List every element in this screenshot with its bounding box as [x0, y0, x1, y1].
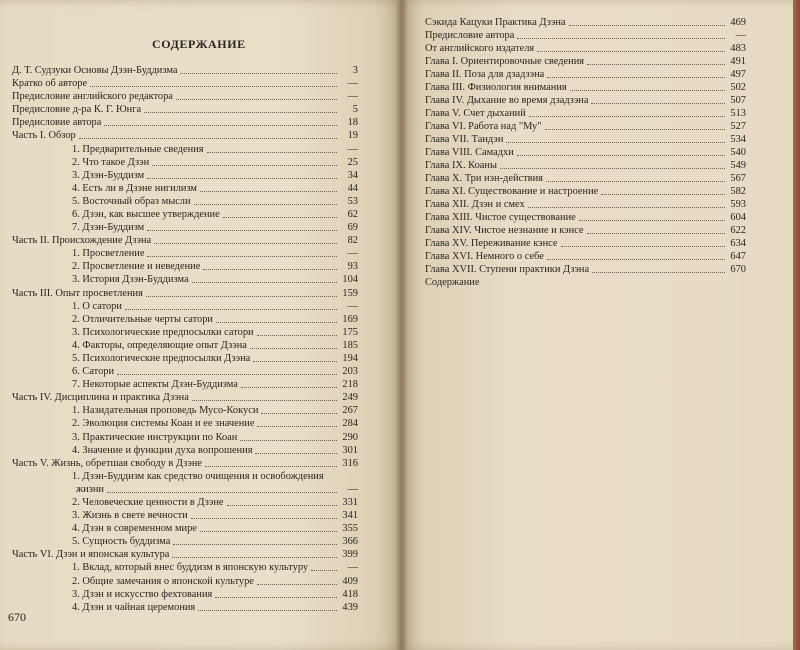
toc-entry	[12, 548, 358, 561]
toc-entry-title: Глава XI. Существование и настроение	[425, 186, 599, 197]
toc-leader-dots	[591, 103, 725, 104]
toc-entry-page: 175	[342, 326, 358, 338]
toc-entry	[425, 211, 746, 224]
toc-entry-page: 316	[342, 457, 358, 469]
toc-entry	[425, 107, 746, 120]
toc-leader-dots	[146, 296, 337, 297]
toc-leader-dots	[500, 168, 725, 169]
toc-leader-dots	[506, 142, 725, 143]
toc-leader-dots	[191, 518, 337, 519]
toc-entry	[12, 287, 358, 300]
toc-leader-dots	[601, 194, 725, 195]
toc-entry	[72, 156, 358, 169]
toc-entry-page: 670	[730, 264, 746, 275]
toc-entry-page: 301	[342, 444, 358, 456]
toc-entry-page: 169	[342, 313, 358, 325]
toc-entry-page: 249	[342, 392, 358, 404]
toc-leader-dots	[154, 243, 337, 244]
toc-entry-title: 1. О сатори	[72, 300, 122, 312]
toc-entry-title: Глава X. Три нэн-действия	[425, 173, 543, 184]
toc-entry	[72, 404, 358, 417]
toc-entry-page: 513	[730, 108, 746, 119]
toc-entry	[12, 103, 358, 116]
toc-entry-title: 1. Предварительные сведения	[72, 143, 204, 155]
toc-entry-title: 5. Сущность буддизма	[72, 536, 171, 548]
toc-entry	[425, 276, 746, 289]
toc-entry-page: 593	[730, 199, 746, 210]
toc-entry-title: Глава V. Счет дыханий	[425, 108, 526, 119]
toc-entry	[72, 326, 358, 339]
toc-entry	[12, 90, 358, 103]
toc-leader-dots	[587, 64, 725, 65]
toc-entry-page: 582	[730, 186, 746, 197]
toc-leader-dots	[216, 322, 337, 323]
toc-entry-title: Глава XII. Дзэн и смех	[425, 199, 525, 210]
toc-entry	[425, 224, 746, 237]
toc-leader-dots	[561, 246, 725, 247]
toc-entry	[72, 431, 358, 444]
toc-entry-page: 267	[342, 405, 358, 417]
toc-leader-dots	[144, 112, 337, 113]
toc-entry-title: 2. Эволюция системы Коан и ее значение	[72, 418, 255, 430]
toc-leader-dots	[152, 165, 337, 166]
toc-entry-title: Д. Т. Судзуки Основы Дзэн-Буддизма	[12, 65, 178, 76]
toc-leader-dots	[172, 557, 337, 558]
toc-entry-title: 4. Дзэн и чайная церемония	[72, 601, 196, 613]
toc-entry-page: 284	[342, 418, 358, 430]
toc-entry	[425, 16, 746, 29]
toc-leader-dots	[257, 426, 337, 427]
toc-entry-page: —	[347, 91, 358, 103]
toc-entry-page: 203	[342, 366, 358, 378]
toc-entry	[425, 237, 746, 250]
toc-entry-page: 366	[342, 536, 358, 548]
toc-entry-title: 1. Назидательная проповедь Мусо-Кокуси	[72, 405, 259, 417]
toc-leader-dots	[546, 181, 725, 182]
toc-entry	[425, 263, 746, 276]
toc-entry	[425, 146, 746, 159]
toc-leader-dots	[104, 125, 337, 126]
toc-entry-title: Предисловие автора	[12, 117, 102, 129]
toc-entry	[72, 143, 358, 156]
toc-leader-dots	[250, 348, 337, 349]
toc-entry-page: 604	[730, 212, 746, 223]
toc-entry-title: Глава XV. Переживание кэнсе	[425, 238, 558, 249]
toc-entry-page: 534	[730, 134, 746, 145]
toc-leader-dots	[223, 217, 337, 218]
toc-entry	[72, 182, 358, 195]
toc-entry-title: 7. Дзэн-Буддизм	[72, 222, 145, 234]
toc-entry-title: Предисловие д-ра К. Г. Юнга	[12, 104, 142, 116]
toc-leader-dots	[579, 220, 725, 221]
toc-entry	[12, 391, 358, 404]
toc-entry	[12, 116, 358, 129]
toc-entry	[72, 588, 358, 601]
toc-entry-page: 527	[730, 121, 746, 132]
toc-entry-page: 93	[347, 261, 358, 273]
toc-entry-page: 497	[730, 69, 746, 80]
toc-leader-dots	[570, 90, 725, 91]
toc-entry	[72, 208, 358, 221]
toc-leader-dots	[79, 138, 337, 139]
toc-entry	[425, 81, 746, 94]
toc-entry-page: 502	[730, 82, 746, 93]
toc-entry-page: 483	[730, 43, 746, 54]
toc-leader-dots	[192, 282, 337, 283]
toc-leader-dots	[587, 233, 725, 234]
toc-entry-page: 341	[342, 510, 358, 522]
toc-entry	[425, 185, 746, 198]
toc-leader-dots	[203, 269, 337, 270]
toc-entry-page: 18	[347, 117, 358, 129]
toc-entry-title: 3. Дзэн и искусство фехтования	[72, 588, 213, 600]
toc-entry	[72, 535, 358, 548]
toc-entry-page: —	[347, 78, 358, 90]
toc-entry-title: Глава VII. Тандэн	[425, 134, 504, 145]
toc-entry-title: 2. Отличительные черты сатори	[72, 313, 213, 325]
toc-entry	[72, 300, 358, 313]
toc-entry-page: 549	[730, 160, 746, 171]
toc-entry	[72, 169, 358, 182]
toc-entry-page: 409	[342, 575, 358, 587]
toc-leader-dots	[241, 387, 337, 388]
toc-entry-page: 439	[342, 601, 358, 613]
toc-entry-title: Глава II. Поза для дзадзэна	[425, 69, 545, 80]
toc-entry-page: 159	[342, 287, 358, 299]
toc-entry-page: 82	[347, 235, 358, 247]
toc-entry-title: Предисловие английского редактора	[12, 91, 173, 103]
toc-entry-title: Глава XVI. Немного о себе	[425, 251, 544, 262]
toc-entry	[72, 352, 358, 365]
toc-entry-title: 3. Психологические предпосылки сатори	[72, 326, 254, 338]
toc-leader-dots	[311, 570, 337, 571]
toc-entry	[425, 133, 746, 146]
toc-leader-dots	[147, 230, 337, 231]
toc-entry	[425, 68, 746, 81]
toc-entry-page: —	[347, 143, 358, 155]
toc-entry-title: 2. Что такое Дзэн	[72, 156, 150, 168]
toc-entry-title: 5. Восточный образ мысли	[72, 195, 191, 207]
toc-entry-title: 3. Практические инструкции по Коан	[72, 431, 238, 443]
toc-entry-title: Глава XIII. Чистое существование	[425, 212, 576, 223]
toc-entry-title: Глава XVII. Ступени практики Дзэна	[425, 264, 590, 275]
toc-entry	[425, 172, 746, 185]
toc-entry	[72, 339, 358, 352]
book-edge	[793, 0, 800, 650]
toc-entry	[72, 561, 358, 574]
toc-entry-page: 469	[730, 17, 746, 28]
toc-entry-page: 194	[342, 352, 358, 364]
toc-entry	[12, 64, 358, 77]
page-title: СОДЕРЖАНИЕ	[152, 37, 246, 51]
toc-entry	[12, 129, 358, 142]
toc-entry-title: Глава IX. Коаны	[425, 160, 497, 171]
toc-entry-title: Глава I. Ориентировочные сведения	[425, 56, 585, 67]
toc-leader-dots	[240, 440, 337, 441]
toc-entry	[72, 575, 358, 588]
toc-entry-page: 567	[730, 173, 746, 184]
toc-entry-title: 3. История Дзэн-Буддизма	[72, 274, 189, 286]
book-gutter	[396, 0, 408, 650]
toc-entry	[76, 483, 358, 496]
toc-leader-dots	[200, 191, 337, 192]
toc-entry	[72, 522, 358, 535]
toc-entry-title: 4. Значение и функции духа вопрошения	[72, 444, 253, 456]
toc-entry-title: Содержание	[425, 277, 480, 288]
toc-entry-page: 5	[352, 104, 358, 116]
toc-entry-page: 62	[347, 208, 358, 220]
toc-entry-page: 331	[342, 496, 358, 508]
toc-entry	[425, 42, 746, 55]
toc-entry-page: —	[347, 300, 358, 312]
toc-entry-title: 2. Просветление и неведение	[72, 261, 201, 273]
toc-leader-dots	[207, 152, 337, 153]
right-page	[402, 0, 800, 650]
toc-entry-title: Кратко об авторе	[12, 78, 88, 90]
toc-entry	[12, 457, 358, 470]
toc-entry-title: 2. Общие замечания о японской культуре	[72, 575, 254, 587]
toc-entry-page: —	[347, 483, 358, 495]
toc-entry	[72, 496, 358, 509]
toc-leader-dots	[215, 597, 337, 598]
toc-entry-page: 3	[352, 65, 358, 76]
toc-leader-dots	[147, 256, 337, 257]
toc-entry	[425, 94, 746, 107]
toc-entry-title: 3. Жизнь в свете вечности	[72, 510, 188, 522]
toc-entry	[72, 378, 358, 391]
toc-entry	[72, 273, 358, 286]
toc-entry-title: жизни	[76, 483, 104, 495]
toc-entry	[72, 509, 358, 522]
toc-leader-dots	[261, 413, 337, 414]
toc-leader-dots	[253, 361, 337, 362]
toc-entry	[425, 198, 746, 211]
toc-leader-dots	[205, 466, 337, 467]
toc-leader-dots	[529, 116, 725, 117]
toc-entry-title: 1. Просветление	[72, 248, 145, 260]
toc-leader-dots	[547, 259, 725, 260]
toc-leader-dots	[117, 374, 337, 375]
toc-leader-dots	[194, 204, 337, 205]
toc-entry-page: 44	[347, 182, 358, 194]
toc-entry	[72, 260, 358, 273]
toc-entry	[12, 77, 358, 90]
toc-entry	[12, 234, 358, 247]
toc-entry-page: 647	[730, 251, 746, 262]
toc-entry	[72, 601, 358, 614]
toc-leader-dots	[547, 77, 725, 78]
toc-entry-title: Часть II. Происхождение Дзэна	[12, 235, 152, 247]
toc-entry-title: Глава VI. Работа над "Му"	[425, 121, 542, 132]
toc-entry-page: 185	[342, 339, 358, 351]
toc-leader-dots	[198, 610, 337, 611]
toc-entry-page: 622	[730, 225, 746, 236]
toc-entry-page: 540	[730, 147, 746, 158]
toc-leader-dots	[200, 531, 337, 532]
toc-entry-title: 1. Вклад, который внес буддизм в японскую культуру	[72, 562, 309, 574]
toc-leader-dots	[180, 73, 337, 74]
toc-leader-dots	[257, 335, 337, 336]
toc-entry	[425, 120, 746, 133]
toc-entry-page: 418	[342, 588, 358, 600]
toc-entry-title: Глава IV. Дыхание во время дзадзэна	[425, 95, 589, 106]
toc-leader-dots	[227, 505, 337, 506]
toc-leader-dots	[569, 25, 726, 26]
toc-entry-title: Сэкида Кацуки Практика Дзэна	[425, 17, 566, 28]
page-number: 670	[8, 610, 26, 624]
toc-leader-dots	[517, 38, 725, 39]
toc-entry	[72, 444, 358, 457]
toc-leader-dots	[257, 584, 337, 585]
toc-leader-dots	[147, 178, 337, 179]
toc-entry-page: 634	[730, 238, 746, 249]
toc-entry-page: 19	[347, 130, 358, 142]
toc-entry-page: 53	[347, 195, 358, 207]
toc-leader-dots	[517, 155, 725, 156]
toc-entry-title: 4. Факторы, определяющие опыт Дзэна	[72, 339, 247, 351]
toc-entry	[72, 195, 358, 208]
toc-entry-page: 69	[347, 222, 358, 234]
toc-entry-title: 7. Некоторые аспекты Дзэн-Буддизма	[72, 379, 238, 391]
toc-entry-page: 104	[342, 274, 358, 286]
toc-entry-page: 399	[342, 549, 358, 561]
toc-entry-title: Часть IV. Дисциплина и практика Дзэна	[12, 392, 189, 404]
toc-entry-title: Часть I. Обзор	[12, 130, 76, 142]
toc-entry-title: Часть V. Жизнь, обретшая свободу в Дзэне	[12, 457, 202, 469]
toc-entry	[72, 313, 358, 326]
toc-entry-page: —	[347, 248, 358, 260]
toc-entry-title: 6. Дзэн, как высшее утверждение	[72, 208, 220, 220]
toc-leader-dots	[528, 207, 725, 208]
toc-leader-dots	[107, 492, 337, 493]
toc-entry-page: —	[347, 562, 358, 574]
toc-entry-title: Глава III. Физиология внимания	[425, 82, 567, 93]
toc-leader-dots	[173, 544, 337, 545]
toc-entry-title: 5. Психологические предпосылки Дзэна	[72, 352, 251, 364]
toc-entry-page: 491	[730, 56, 746, 67]
toc-entry	[425, 159, 746, 172]
toc-entry-title: От английского издателя	[425, 43, 535, 54]
toc-entry-page: —	[735, 30, 746, 41]
toc-entry	[425, 250, 746, 263]
toc-entry-title: Часть VI. Дзэн и японская культура	[12, 549, 170, 561]
toc-entry-title: 4. Есть ли в Дзэне нигилизм	[72, 182, 197, 194]
toc-entry	[72, 470, 358, 483]
toc-entry-page: 25	[347, 156, 358, 168]
toc-entry-title: Предисловие автора	[425, 30, 515, 41]
toc-entry	[72, 417, 358, 430]
toc-leader-dots	[545, 129, 726, 130]
toc-entry-title: 6. Сатори	[72, 366, 115, 378]
toc-entry-title: 4. Дзэн в современном мире	[72, 523, 197, 535]
toc-entry	[425, 29, 746, 42]
toc-entry-page: 355	[342, 523, 358, 535]
toc-entry-page: 290	[342, 431, 358, 443]
toc-entry-title: Часть III. Опыт просветления	[12, 287, 143, 299]
toc-entry-title: 1. Дзэн-Буддизм как средство очищения и освобождения	[72, 470, 324, 482]
toc-entry-title: 3. Дзэн-Буддизм	[72, 169, 145, 181]
toc-entry-title: Глава VIII. Самадхи	[425, 147, 514, 158]
toc-entry	[72, 365, 358, 378]
toc-entry-page: 34	[347, 169, 358, 181]
toc-entry-page: 218	[342, 379, 358, 391]
toc-entry-page: 507	[730, 95, 746, 106]
toc-entry	[72, 221, 358, 234]
toc-leader-dots	[90, 86, 337, 87]
toc-leader-dots	[592, 272, 725, 273]
toc-entry-title: 2. Человеческие ценности в Дзэне	[72, 496, 224, 508]
toc-entry	[425, 55, 746, 68]
toc-entry	[72, 247, 358, 260]
toc-leader-dots	[192, 400, 337, 401]
toc-leader-dots	[537, 51, 725, 52]
toc-leader-dots	[125, 309, 337, 310]
toc-entry-title: Глава XIV. Чистое незнание и кэнсе	[425, 225, 584, 236]
toc-leader-dots	[176, 99, 337, 100]
toc-leader-dots	[255, 453, 337, 454]
